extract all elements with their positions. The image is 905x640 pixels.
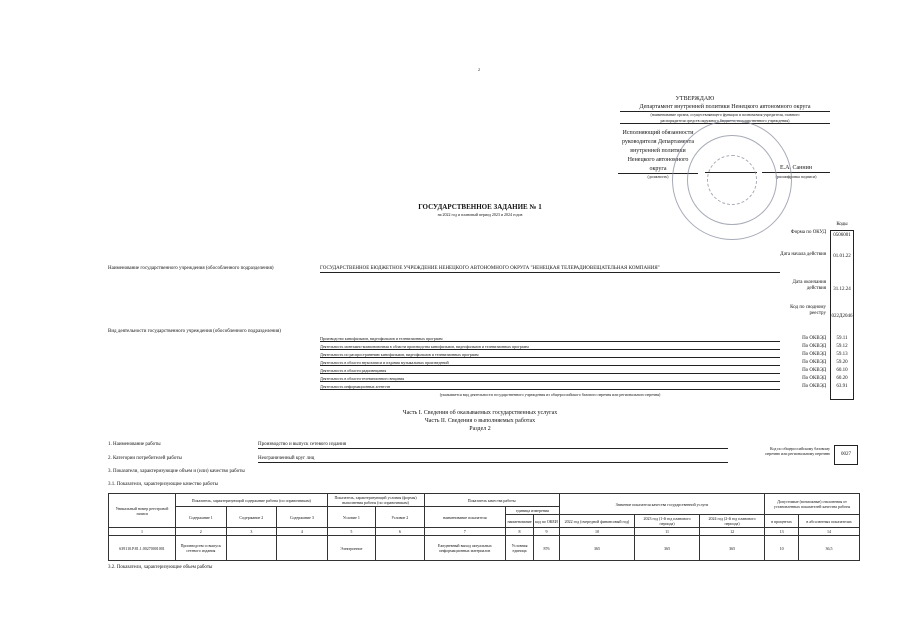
th-year-2022: 2022 год (очередной финансовый год) [559, 515, 634, 528]
th-indicator-name: наименование показателя [424, 507, 505, 528]
cell-content-1: Производство и выпуск сетевого издания [176, 536, 227, 561]
th-quality: Показатель качества работы [424, 494, 559, 507]
code-label-okved-4: По ОКВЭД [802, 360, 826, 365]
th-content-1: Содержание 1 [176, 507, 227, 528]
code-label-okud: Форма по ОКУД [790, 230, 826, 235]
code-label-registry: Код по сводному реестру [790, 305, 826, 316]
cell-content-3 [277, 536, 328, 561]
code-value-end: 31.12.24 [833, 287, 851, 292]
code-label-okved-5: По ОКВЭД [802, 368, 826, 373]
consumers-value: Неограниченный круг лиц [258, 456, 728, 463]
col-number: 8 [506, 528, 534, 536]
th-content-2: Содержание 2 [226, 507, 277, 528]
th-content-3: Содержание 3 [277, 507, 328, 528]
indicators-label: 3. Показатели, характеризующие объем и (или) качество работы [108, 469, 245, 474]
institution-label: Наименование государственного учреждения (обособленного подразделения) [108, 266, 274, 271]
quality-label: 3.1. Показатели, характеризующие качество работы [108, 482, 218, 487]
approver-org-caption: (наименование органа, осуществляющего функции и полномочия учредителя, главного [650, 112, 800, 117]
th-values: Значение показателя качества государственной услуги [559, 494, 764, 515]
institution-value: ГОСУДАРСТВЕННОЕ БЮДЖЕТНОЕ УЧРЕЖДЕНИЕ НЕНЕЦКОГО АВТОНОМНОГО ОКРУГА "НЕНЕЦКАЯ ТЕЛЕРАДИОВЕЩАТЕЛЬНАЯ КОМПАНИЯ" [320, 266, 780, 273]
col-number: 12 [700, 528, 765, 536]
code-label-start: Дата начала действия [780, 252, 826, 257]
col-number: 13 [765, 528, 799, 536]
col-number: 5 [327, 528, 375, 536]
cell-value-2022: 365 [559, 536, 634, 561]
th-content: Показатель, характеризующий содержание работы (по справочникам) [176, 494, 328, 507]
volume-label: 3.2. Показатели, характеризующие объем работы [108, 565, 213, 570]
cell-indicator: Ежедневный выход актуальных информационных материалов [424, 536, 505, 561]
position-line-1: Исполняющий обязанности [622, 130, 694, 136]
code-value-okved-1: 59.11 [836, 336, 848, 341]
activity-item-4: Деятельность в области звукозаписи и издания музыкальных произведений [320, 360, 780, 366]
col-number: 14 [799, 528, 860, 536]
table-row [109, 536, 860, 561]
cell-dev-pct: 10 [765, 536, 799, 561]
position-line-2: руководителя Департамента [622, 139, 694, 145]
th-year-2024: 2024 год (2-й год планового периода) [700, 515, 765, 528]
position-line-5: округа [618, 166, 698, 174]
cell-regnum: 639110.Р.81.1.00270001001 [109, 536, 176, 561]
col-number: 11 [635, 528, 700, 536]
document-title: ГОСУДАРСТВЕННОЕ ЗАДАНИЕ № 1 [418, 203, 542, 211]
col-number: 4 [277, 528, 328, 536]
activity-item-7: Деятельность информационных агентств [320, 384, 780, 390]
quality-table [108, 493, 860, 561]
th-deviation: Допустимые (возможные) отклонения от установленных показателей качества работы [765, 494, 860, 515]
code-value-registry: 022Д2046 [831, 314, 853, 319]
position-caption: (должность) [647, 174, 669, 179]
code-value-okved-6: 60.20 [836, 376, 848, 381]
col-number: 6 [376, 528, 424, 536]
document-subtitle: на 2022 год и плановый период 2023 и 2024 годов [437, 212, 523, 217]
activity-item-5: Деятельность в области радиовещания [320, 368, 780, 374]
signer-name: Е.А. Саннин [762, 165, 830, 173]
th-unit-name: наименование [506, 515, 534, 528]
code-label-okved-3: По ОКВЭД [802, 352, 826, 357]
approver-org: Департамент внутренней политики Ненецкого автономного округа [620, 104, 830, 112]
signer-caption: (расшифровка подписи) [775, 174, 817, 179]
th-okei: код по ОКЕИ [534, 515, 560, 528]
approver-org-caption2: распорядителя средств окружного бюджета, государственного учреждения) [620, 118, 830, 124]
activity-item-1: Производство кинофильмов, видеофильмов и телевизионных программ [320, 336, 780, 342]
activity-caption: (указывается вид деятельности государственного учреждения из общероссийского базового перечня или регионального перечня) [439, 392, 661, 397]
consumers-label: 2. Категории потребителей работы [108, 456, 182, 461]
col-number: 10 [559, 528, 634, 536]
position-line-3: внутренней политики [630, 148, 686, 154]
work-name-value: Производство и выпуск сетевого издания [258, 442, 728, 449]
activity-label: Вид деятельности государственного учреждения (обособленного подразделения) [108, 329, 281, 334]
part-2-title: Часть II. Сведения о выполняемых работах [424, 418, 536, 424]
code-value-okved-7: 63.91 [836, 384, 848, 389]
code-value-okved-3: 59.13 [836, 352, 848, 357]
activity-item-6: Деятельность в области телевизионного вещания [320, 376, 780, 382]
position-line-4: Ненецкого автономного [627, 157, 689, 163]
cell-okei: 876 [534, 536, 560, 561]
activity-item-3: Деятельность по распространению кинофильмов, видеофильмов и телевизионных программ [320, 352, 780, 358]
part-1-title: Часть I. Сведения об оказываемых государственных услугах [402, 410, 558, 416]
base-list-code-label: Код по общероссийскому базовому перечню или региональному перечню [765, 446, 830, 456]
th-dev-abs: в абсолютных показателях [799, 515, 860, 528]
cell-condition-1: Электронное [327, 536, 375, 561]
cell-value-2024: 365 [700, 536, 765, 561]
col-number: 2 [176, 528, 227, 536]
code-value-okved-4: 59.20 [836, 360, 848, 365]
approve-label: УТВЕРЖДАЮ [675, 96, 715, 102]
th-regnum: Уникальный номер реестровой записи [109, 494, 176, 528]
th-condition-1: Условие 1 [327, 507, 375, 528]
cell-dev-abs: 36,5 [799, 536, 860, 561]
th-dev-pct: в процентах [765, 515, 799, 528]
col-number: 9 [534, 528, 560, 536]
code-value-okved-5: 60.10 [836, 368, 848, 373]
code-value-okved-2: 59.12 [836, 344, 848, 349]
codes-header: Коды [836, 222, 848, 227]
th-condition-2: Условие 2 [376, 507, 424, 528]
work-name-label: 1. Наименование работы [108, 442, 161, 447]
col-number: 1 [109, 528, 176, 536]
code-value-okud: 0506001 [833, 233, 851, 238]
table-number-row [109, 528, 860, 536]
cell-value-2023: 365 [635, 536, 700, 561]
cell-unit: Условная единица [506, 536, 534, 561]
cell-content-2 [226, 536, 277, 561]
code-label-okved-2: По ОКВЭД [802, 344, 826, 349]
th-conditions: Показатель, характеризующий условия (формы) выполнения работы (по справочникам) [327, 494, 424, 507]
section-title: Раздел 2 [469, 426, 491, 432]
code-label-okved-6: По ОКВЭД [802, 376, 826, 381]
activity-item-2: Деятельность монтажно-компоновочная в области производства кинофильмов, видеофильмов и телевизионных программ [320, 344, 780, 350]
official-seal-icon [672, 120, 792, 240]
cell-condition-2 [376, 536, 424, 561]
base-list-code-value: 0027 [841, 452, 851, 457]
col-number: 3 [226, 528, 277, 536]
code-value-start: 01.01.22 [833, 254, 851, 259]
code-label-okved-7: По ОКВЭД [802, 384, 826, 389]
col-number: 7 [424, 528, 505, 536]
th-unit: единица измерения [506, 507, 560, 515]
code-label-end: Дата окончания действия [792, 280, 826, 291]
code-label-okved-1: По ОКВЭД [802, 336, 826, 341]
page-number: 2 [478, 67, 480, 72]
th-year-2023: 2023 год (1-й год планового периода) [635, 515, 700, 528]
